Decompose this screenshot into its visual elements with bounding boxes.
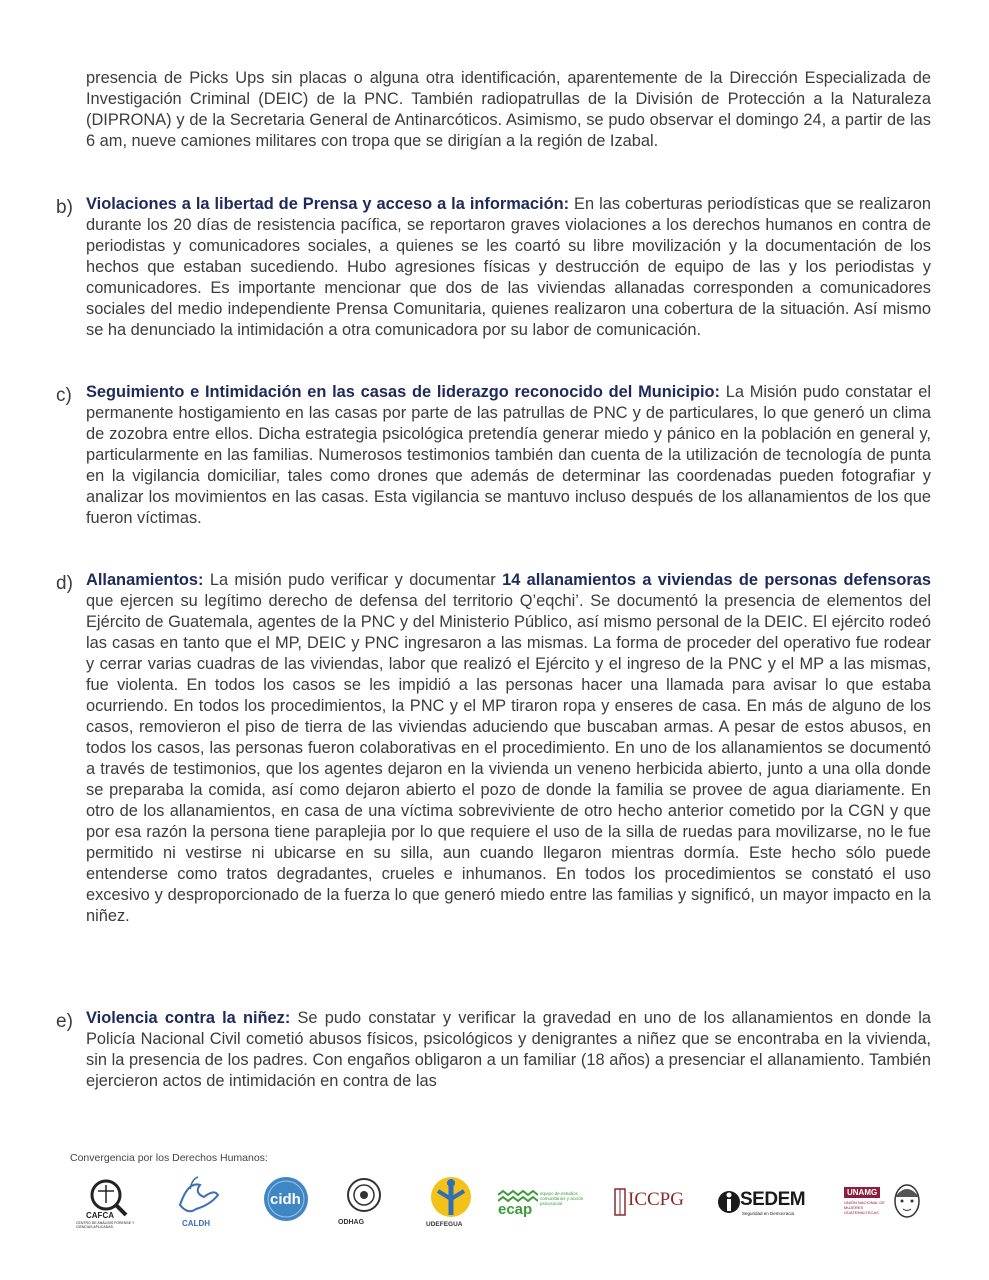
- sedem-name: SEDEM: [740, 1189, 806, 1210]
- item-letter-c: c): [56, 385, 72, 406]
- unamg-subtitle: UNIÓN NACIONAL DE MUJERES GUATEMALTECAS: [844, 1200, 885, 1215]
- udefegua-logo: [426, 1175, 476, 1235]
- udefegua-name: UDEFEGUA: [426, 1221, 463, 1228]
- caldh-logo: [170, 1175, 224, 1235]
- item-e-heading: Violencia contra la niñez:: [86, 1009, 291, 1027]
- ecap-logo: [496, 1175, 588, 1235]
- item-c-heading: Seguimiento e Intimidación en las casas de liderazgo reconocido del Municipio:: [86, 383, 721, 401]
- item-letter-e: e): [56, 1011, 73, 1032]
- caldh-name: CALDH: [182, 1219, 210, 1228]
- dove-icon: [170, 1175, 224, 1225]
- item-c-text: La Misión pudo constatar el permanente hostigamiento en las casas por parte de las patrullas de PNC y de particulares, lo que generó un clima de zozobra entre ellos. Dicha estrategia psicológica pretendía generar miedo y pánico en la población en general y, particularmente en las familias. Numerosos testimonios también dan cuenta de la utilización de tecnología de punta en la vigilancia domiciliar, tales como drones que además de determinar las coordenadas pueden fotografiar y analizar los movimientos en las casas. Esta vigilancia se mantuvo incluso después de los allanamientos de los que fueron víctimas.: [86, 383, 931, 527]
- item-d-text-b: que ejercen su legítimo derecho de defensa del territorio Q’eqchi’. Se documentó la presencia de elementos del Ejército de Guatemala, agentes de la PNC y del Ministerio Público, así mismo personal de la DEIC. El ejército rodeó las casas en tanto que el MP, DEIC y PNC ingresaron a las mismas. La forma de proceder del operativo fue rodear y cerrar varias cuadras de las viviendas, labor que realizó el Ejército y el ingreso de la PNC y el MP a las mismas, fue violenta. En todos los casos se les impidió a las personas hacer una llamada para avisar lo que estaba ocurriendo. En todos los procedimientos, la PNC y el MP tiraron ropa y enseres de casa. En más de alguno de los casos, removieron el piso de tierra de las viviendas aduciendo que buscaban armas. A pesar de estos abusos, en todos los casos, las personas fueron colaborativas en el procedimiento. En uno de los allanamientos se documentó a través de testimonios, que los agentes dejaron en la vivienda un veneno herbicida abierto, junto a una olla donde se preparaba la comida, así como dejaron abierto el pozo de donde la familia se provee de agua diariamente. En otro de los allanamientos, en casa de una víctima sobreviviente de otro hecho anterior cometido por la CGN y que por esa razón la persona tiene paraplejia por lo que requiere el uso de la silla de ruedas para movilizarse, no le fue permitido ni vestirse ni ubicarse en su silla, aun cuando llegaron mientras dormía. Este hecho sólo puede entenderse como tratos degradantes, crueles e inhumanos. En todos los procedimientos se constató el uso excesivo y desproporcionado de la fuerza lo que generó miedo entre las familias y significó, un mayor impacto en la niñez.: [86, 592, 931, 925]
- cidh-logo: [262, 1175, 310, 1235]
- woman-face-icon: [890, 1181, 924, 1223]
- item-b-text: En las coberturas periodísticas que se realizaron durante los 20 días de resistencia pacífica, se reportaron graves violaciones a los derechos humanos en contra de periodistas y comunicadores sociales, a quienes se les coartó su libre movilización y la documentación de los hechos que estaban sucediendo. Hubo agresiones físicas y destrucción de equipo de las y los periodistas y comunicadores. Es importante mencionar que dos de las viviendas allanadas corresponden a comunicadores sociales del medio independiente Prensa Comunitaria, quienes realizaron una cobertura de la situación. Así mismo se ha denunciado la intimidación a otra comunicadora por su labor de comunicación.: [86, 195, 931, 339]
- unamg-name: UNAMG: [844, 1187, 880, 1198]
- unamg-logo: [840, 1175, 926, 1235]
- item-c-paragraph: [86, 382, 931, 529]
- cafca-subtitle: CENTRO DE ANÁLISIS FORENSE Y CIENCIAS APLICADAS: [76, 1221, 135, 1229]
- iccpg-logo: [612, 1175, 704, 1235]
- item-b-heading: Violaciones a la libertad de Prensa y acceso a la información:: [86, 195, 570, 213]
- odhag-logo: [334, 1175, 408, 1235]
- iccpg-pillar-icon: [612, 1187, 628, 1217]
- intro-paragraph: presencia de Picks Ups sin placas o alguna otra identificación, aparentemente de la Dirección Especializada de Investigación Criminal (DEIC) de la PNC. También radiopatrullas de la División de Protección a la Naturaleza (DIPRONA) y de la Secretaria General de Antinarcóticos. Asimismo, se pudo observar el domingo 24, a partir de las 6 am, nueve camiones militares con tropa que se dirigían a la región de Izabal.: [86, 69, 931, 150]
- ecap-subtitle: equipo de estudios comunitarios y acción psicosocial: [540, 1191, 584, 1206]
- iccpg-name: ICCPG: [628, 1189, 684, 1210]
- odhag-name: ODHAG: [338, 1219, 365, 1226]
- sedem-subtitle: Seguridad en Democracia: [742, 1211, 795, 1216]
- partner-logos: [66, 1175, 926, 1235]
- item-letter-b: b): [56, 197, 73, 218]
- sedem-i-icon: [718, 1187, 740, 1217]
- udefegua-figure-icon: [426, 1175, 476, 1221]
- item-d-heading: Allanamientos:: [86, 571, 204, 589]
- cafca-logo: [72, 1175, 152, 1235]
- cidh-name: cidh: [270, 1191, 301, 1208]
- sedem-logo: [718, 1175, 822, 1235]
- item-b-paragraph: [86, 194, 931, 341]
- footer-label: Convergencia por los Derechos Humanos:: [70, 1152, 268, 1164]
- item-e-paragraph: [86, 1008, 931, 1092]
- cafca-name: CAFCA: [86, 1211, 114, 1220]
- item-e-text: Se pudo constatar y verificar la gravedad en uno de los allanamientos en donde la Policía Nacional Civil cometió abusos físicos, psicológicos y denigrantes a niñez que se encontraba en la vivienda, sin la presencia de los padres. Con engaños obligaron a un familiar (18 años) a presenciar el allanamiento. También ejercieron actos de intimidación en contra de las: [86, 1009, 931, 1090]
- odhag-seal-icon: [334, 1175, 408, 1219]
- item-d-paragraph: [86, 570, 931, 927]
- item-d-text-a: La misión pudo verificar y documentar: [203, 571, 503, 589]
- item-letter-d: d): [56, 573, 73, 594]
- ecap-name: ecap: [498, 1201, 533, 1218]
- item-d-bold-phrase: 14 allanamientos a viviendas de personas defensoras: [502, 571, 931, 589]
